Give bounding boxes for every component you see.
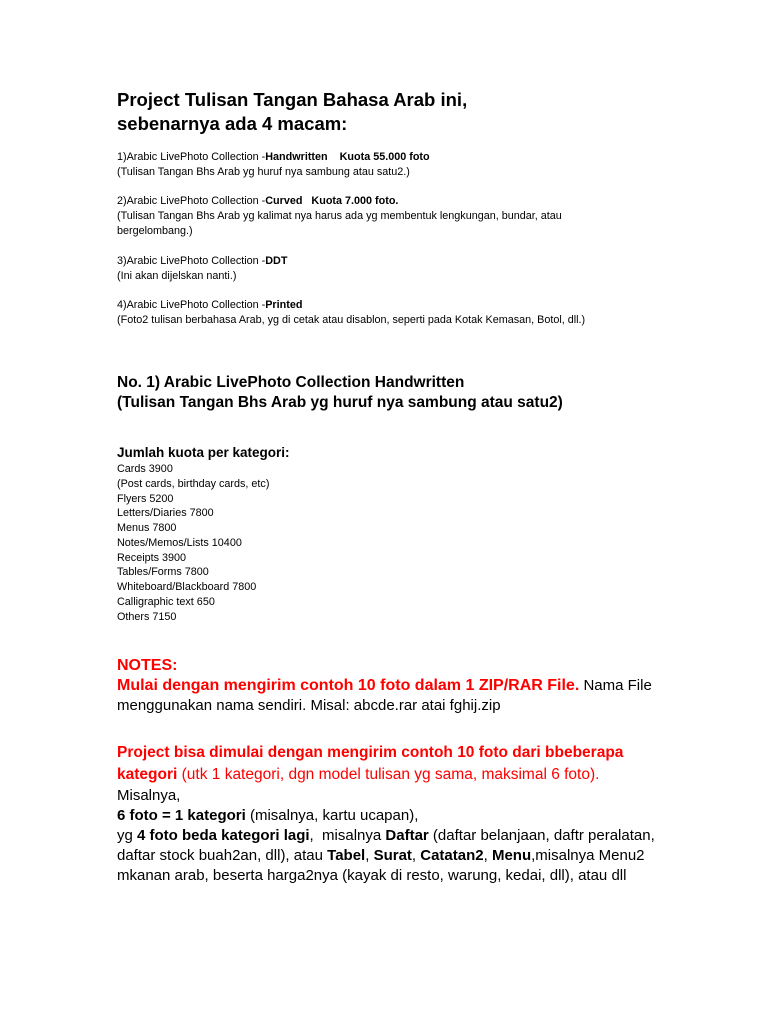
list-item: Others 7150 — [117, 610, 177, 623]
notes-paragraph-2: Project bisa dimulai dengan mengirim contoh 10 foto dari bbeberapa kategori (utk 1 kategori, dgn model tulisan yg sama, maksimal 6 foto). Misalnya, 6 foto = 1 kategori (misalnya, kartu ucapan), yg 4 foto beda kategori lagi, misalnya Daftar (daftar belanjaan, daftr peralatan, daftar stock buah2an, dll), atau Tabel, Surat, Catatan2, Menu,misalnya Menu2 mkanan arab, beserta harga2nya (kayak di resto, warung, kedai, dll), atau dll — [117, 744, 655, 884]
list-item: 1)Arabic LivePhoto Collection -Handwritten Kuota 55.000 foto (Tulisan Tangan Bhs Arab yg huruf nya sambung atau satu2.) — [117, 151, 430, 178]
list-item: Letters/Diaries 7800 — [117, 507, 214, 520]
quota-heading: Jumlah kuota per kategori: — [117, 445, 290, 460]
list-item: Tables/Forms 7800 — [117, 566, 209, 579]
document-title — [117, 88, 747, 136]
list-item: Notes/Memos/Lists 10400 — [117, 536, 242, 549]
section-heading: No. 1) Arabic LivePhoto Collection Handwritten (Tulisan Tangan Bhs Arab yg huruf nya sambung atau satu2) — [117, 374, 563, 411]
quota-list — [117, 462, 747, 624]
list-item: Receipts 3900 — [117, 551, 187, 564]
list-item: Whiteboard/Blackboard 7800 — [117, 581, 257, 593]
list-item: Menus 7800 — [117, 522, 177, 534]
list-item: (Post cards, birthday cards, etc) — [117, 477, 270, 490]
list-item: 4)Arabic LivePhoto Collection -Printed (Foto2 tulisan berbahasa Arab, yg di cetak atau disablon, seperti pada Kotak Kemasan, Botol, dll.) — [117, 299, 586, 326]
title-line-1: Project Tulisan Tangan Bahasa Arab ini, — [117, 89, 468, 110]
list-item: Cards 3900 — [117, 463, 173, 475]
list-item: Calligraphic text 650 — [117, 595, 215, 608]
list-item: 2)Arabic LivePhoto Collection -Curved Kuota 7.000 foto. (Tulisan Tangan Bhs Arab yg kalimat nya harus ada yg membentuk lengkungan, bundar, atau bergelombang.) — [117, 195, 562, 237]
notes-heading: NOTES: — [117, 657, 178, 674]
title-line-2: sebenarnya ada 4 macam: — [117, 113, 348, 134]
list-item: 3)Arabic LivePhoto Collection -DDT (Ini akan dijelskan nanti.) — [117, 255, 288, 282]
notes-paragraph-1: Mulai dengan mengirim contoh 10 foto dalam 1 ZIP/RAR File. Nama File menggunakan nama sendiri. Misal: abcde.rar atai fghij.zip — [117, 677, 652, 714]
list-item: Flyers 5200 — [117, 492, 174, 505]
